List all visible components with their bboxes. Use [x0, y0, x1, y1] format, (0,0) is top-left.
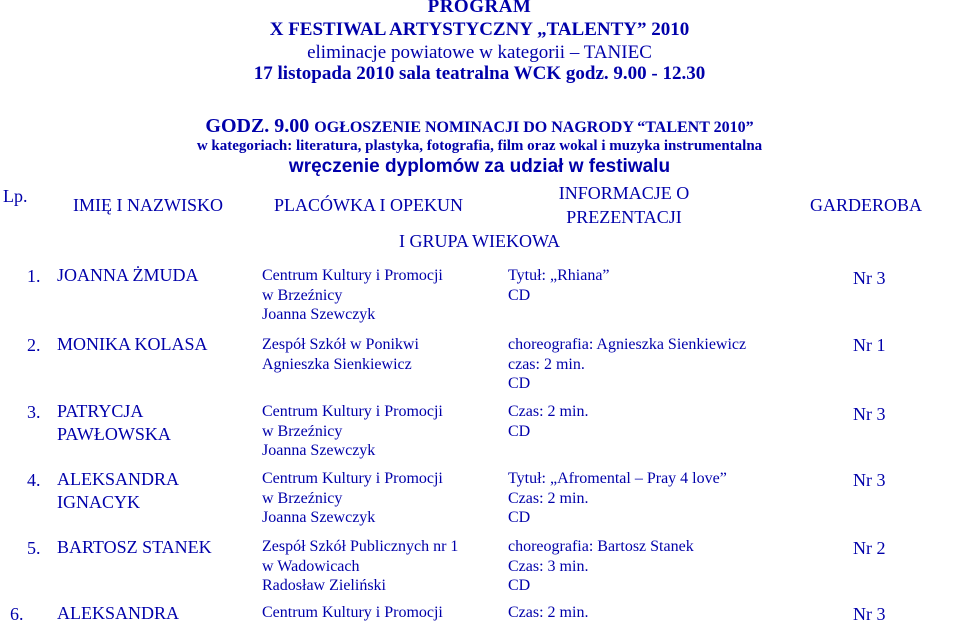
row-number: 1. — [27, 266, 41, 286]
row-name: PATRYCJA PAWŁOWSKA — [57, 401, 171, 444]
row-institution: Zespół Szkół w Ponikwi Agnieszka Sienkiewicz — [262, 336, 419, 373]
row-institution: Centrum Kultury i Promocji w Brzeźnicy Joanna Szewczyk — [262, 267, 443, 323]
row-name: ALEKSANDRA IGNACYK — [57, 469, 180, 512]
date-place-line: 17 listopada 2010 sala teatralna WCK godz. 9.00 - 12.30 — [253, 63, 706, 84]
col-institution: PLACÓWKA I OPEKUN — [274, 195, 463, 215]
row-wardrobe: Nr 1 — [853, 335, 886, 355]
row-wardrobe: Nr 3 — [853, 268, 886, 288]
diplomas-line: wręczenie dyplomów za udział w festiwalu — [288, 156, 671, 177]
col-wardrobe: GARDEROBA — [810, 195, 923, 215]
row-name: JOANNA ŻMUDA — [57, 265, 199, 285]
row-institution: Zespół Szkół Publicznych nr 1 w Wadowicach Radosław Zieliński — [262, 538, 459, 594]
row-wardrobe: Nr 3 — [853, 404, 886, 424]
row-info: Tytuł: „Rhiana” CD — [508, 267, 610, 304]
row-number: 6. — [10, 604, 24, 624]
eliminations-line: eliminacje powiatowe w kategorii – TANIEC — [307, 42, 652, 63]
row-info: Tytuł: „Afromental – Pray 4 love” Czas: 2 min. CD — [508, 470, 727, 526]
col-name: IMIĘ I NAZWISKO — [73, 195, 223, 215]
age-group-heading: I GRUPA WIEKOWA — [398, 231, 560, 251]
row-name: BARTOSZ STANEK — [57, 537, 212, 557]
row-info: Czas: 2 min. CD — [508, 403, 589, 440]
program-title: PROGRAM — [427, 0, 532, 17]
row-institution: Centrum Kultury i Promocji — [262, 604, 443, 621]
row-institution: Centrum Kultury i Promocji w Brzeźnicy Joanna Szewczyk — [262, 403, 443, 459]
row-number: 3. — [27, 402, 41, 422]
row-number: 5. — [27, 538, 41, 558]
row-institution: Centrum Kultury i Promocji w Brzeźnicy Joanna Szewczyk — [262, 470, 443, 526]
row-number: 2. — [27, 335, 41, 355]
row-info: choreografia: Bartosz Stanek Czas: 3 min. CD — [508, 538, 694, 594]
col-info: INFORMACJE O PREZENTACJI — [558, 183, 690, 227]
festival-title: X FESTIWAL ARTYSTYCZNY „TALENTY” 2010 — [269, 19, 690, 40]
row-wardrobe: Nr 3 — [853, 470, 886, 490]
announcement-line: GODZ. 9.00 OGŁOSZENIE NOMINACJI DO NAGRODY “TALENT 2010” — [205, 115, 754, 137]
row-name: MONIKA KOLASA — [57, 334, 208, 354]
row-wardrobe: Nr 2 — [853, 538, 886, 558]
row-number: 4. — [27, 470, 41, 490]
col-lp: Lp. — [3, 186, 28, 206]
row-wardrobe: Nr 3 — [853, 604, 886, 624]
categories-line: w kategoriach: literatura, plastyka, fotografia, film oraz wokal i muzyka instrumentalna — [196, 138, 763, 154]
row-name: ALEKSANDRA — [57, 603, 180, 623]
row-info: Czas: 2 min. — [508, 604, 589, 621]
row-info: choreografia: Agnieszka Sienkiewicz czas: 2 min. CD — [508, 336, 747, 392]
